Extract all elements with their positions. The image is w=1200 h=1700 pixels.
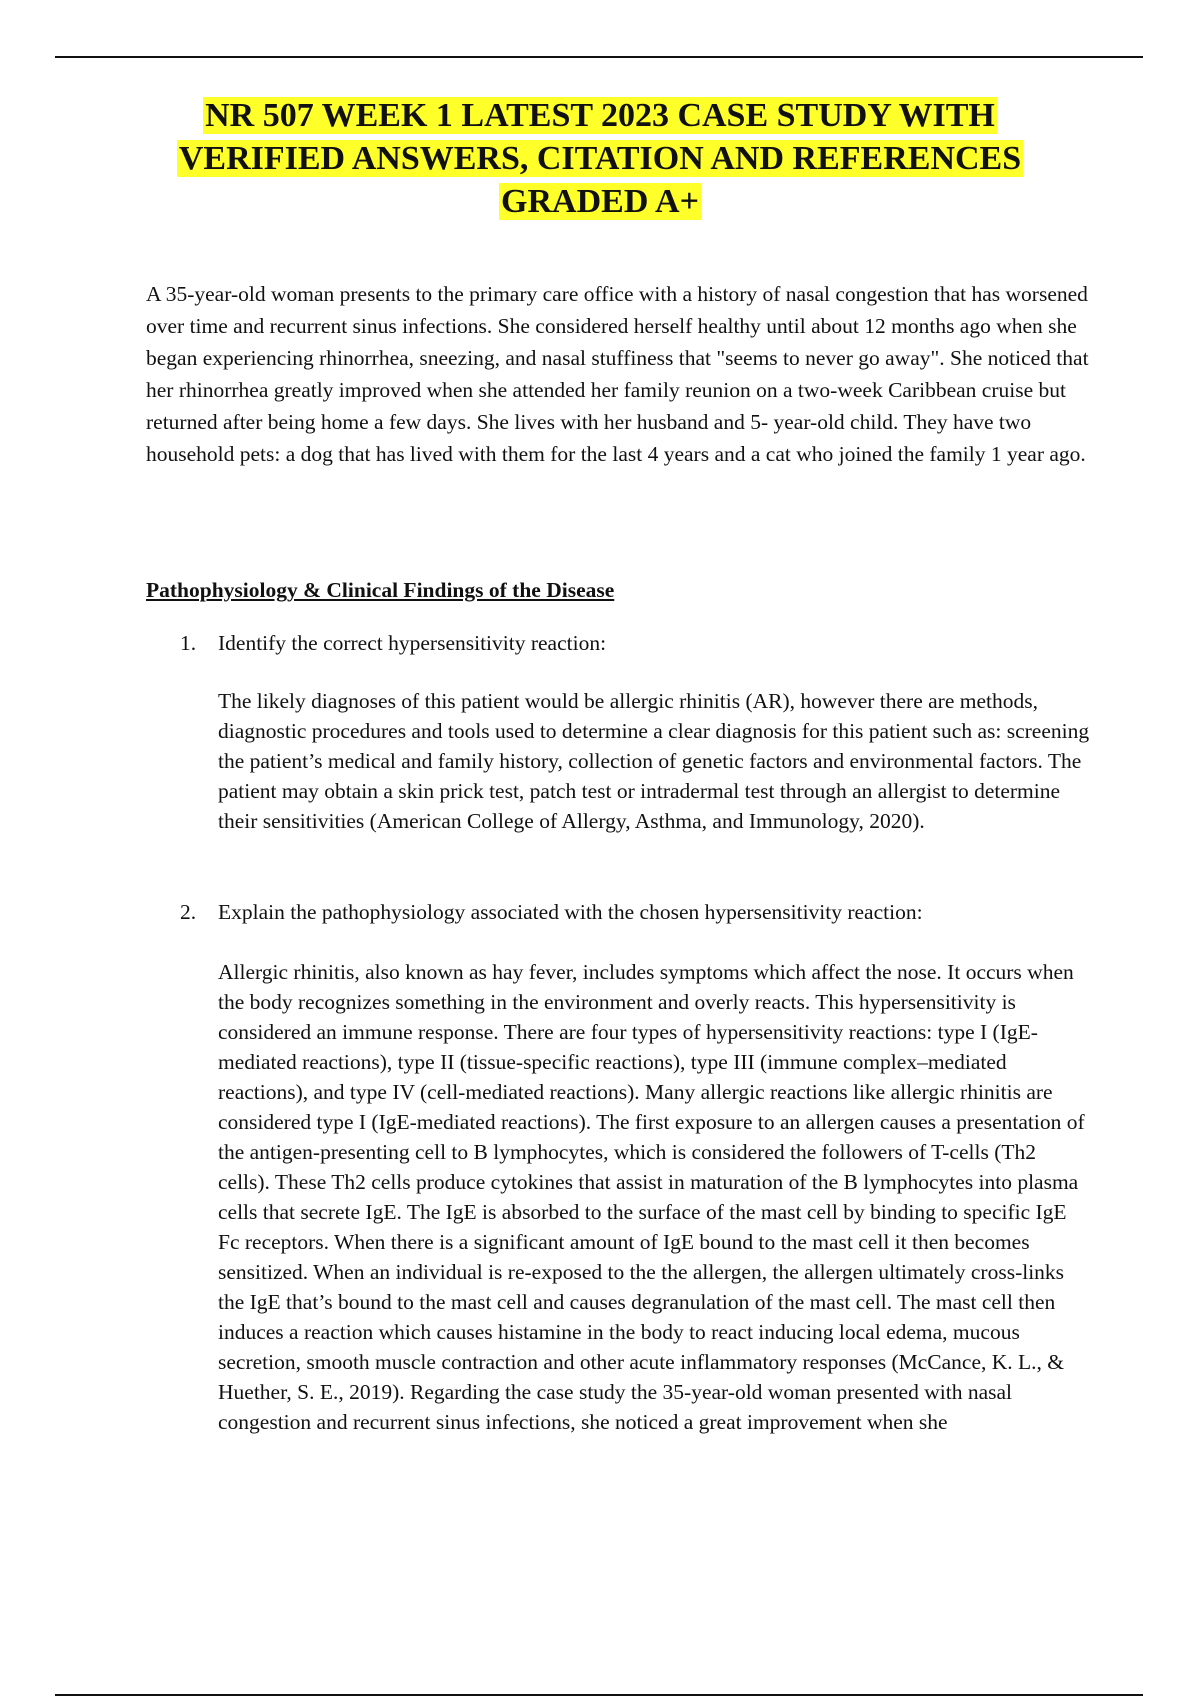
title-line-3: GRADED A+	[501, 183, 699, 220]
question-number: 2.	[180, 900, 197, 924]
answer-2: Allergic rhinitis, also known as hay fever, includes symptoms which affect the nose. It occurs when the body recognizes something in the environment and overly reacts. This hypersensitivity is considered an immune response. There are four types of hypersensitivity reactions: type I (IgE-mediated reactions), type II (tissue-specific reactions), type III (immune complex–mediated reactions), and type IV (cell-mediated reactions). Many allergic reactions like allergic rhinitis are considered type I (IgE-mediated reactions). The first exposure to an allergen causes a presentation of the antigen-presenting cell to B lymphocytes, which is considered the followers of T-cells (Th2 cells). These Th2 cells produce cytokines that assist in maturation of the B lymphocytes into plasma cells that secrete IgE. The IgE is absorbed to the surface of the mast cell by binding to specific IgE Fc receptors. When there is a significant amount of IgE bound to the mast cell it then becomes sensitized. When an individual is re-exposed to the the allergen, the allergen ultimately cross-links the IgE that’s bound to the mast cell and causes degranulation of the mast cell. The mast cell then induces a reaction which causes histamine in the body to react inducing local edema, mucous secretion, smooth muscle contraction and other acute inflammatory responses (McCance, K. L., & Huether, S. E., 2019). Regarding the case study the 35-year-old woman presented with nasal congestion and recurrent sinus infections, she noticed a great improvement when she	[218, 960, 1085, 1434]
section-heading: Pathophysiology & Clinical Findings of the Disease	[146, 578, 615, 602]
answer-1: The likely diagnoses of this patient would be allergic rhinitis (AR), however there are methods, diagnostic procedures and tools used to determine a clear diagnosis for this patient such as: screening the patient’s medical and family history, collection of genetic factors and environmental factors. The patient may obtain a skin prick test, patch test or intradermal test through an allergist to determine their sensitivities (American College of Allergy, Asthma, and Immunology, 2020).	[218, 689, 1090, 833]
question-text: Identify the correct hypersensitivity reaction:	[218, 631, 607, 655]
case-intro-paragraph: A 35-year-old woman presents to the primary care office with a history of nasal congestion that has worsened over time and recurrent sinus infections. She considered herself healthy until about 12 months ago when she began experiencing rhinorrhea, sneezing, and nasal stuffiness that "seems to never go away". She noticed that her rhinorrhea greatly improved when she attended her family reunion on a two-week Caribbean cruise but returned after being home a few days. She lives with her husband and 5- year-old child. They have two household pets: a dog that has lived with them for the last 4 years and a cat who joined the family 1 year ago.	[146, 282, 1089, 466]
title-line-2: VERIFIED ANSWERS, CITATION AND REFERENCES	[178, 140, 1022, 177]
question-number: 1.	[180, 631, 197, 655]
document-title	[100, 94, 1100, 223]
top-rule	[55, 56, 1143, 58]
title-line-1: NR 507 WEEK 1 LATEST 2023 CASE STUDY WITH	[205, 97, 995, 134]
bottom-rule	[55, 1694, 1143, 1696]
question-text: Explain the pathophysiology associated with the chosen hypersensitivity reaction:	[218, 900, 923, 924]
